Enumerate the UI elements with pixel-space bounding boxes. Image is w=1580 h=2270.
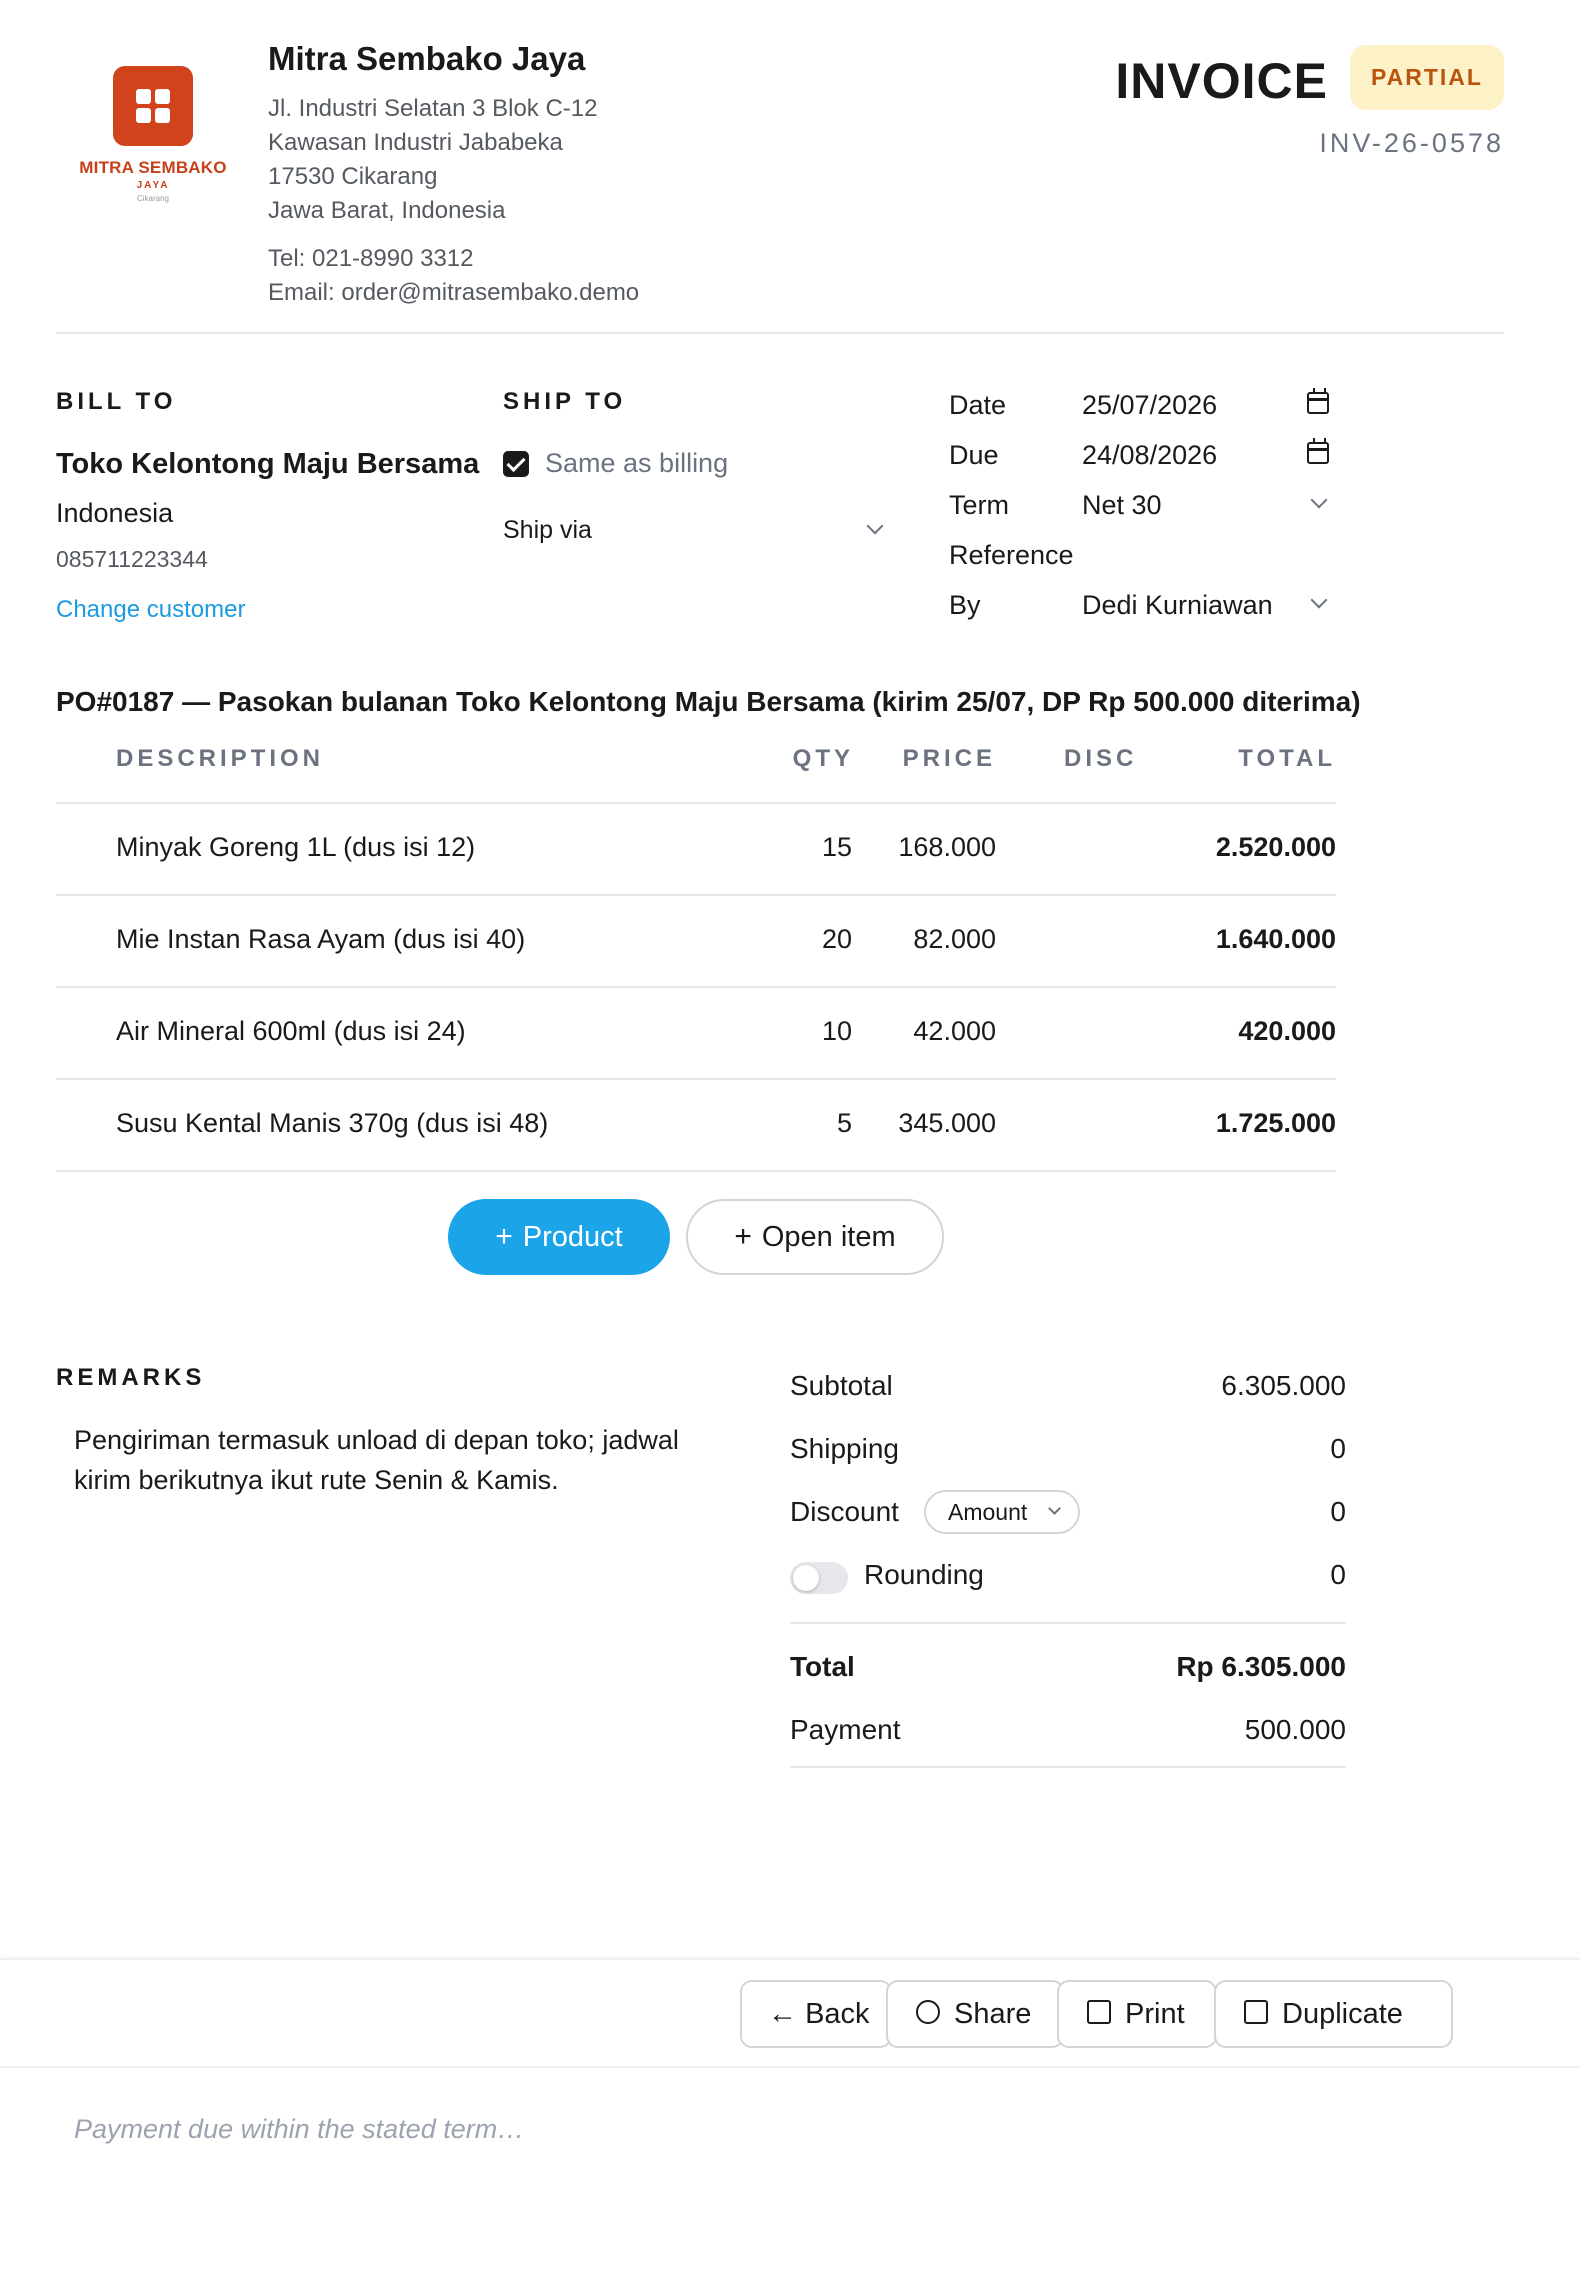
due-field[interactable] bbox=[949, 440, 1349, 480]
item-qty[interactable]: 15 bbox=[821, 832, 852, 862]
grid-icon bbox=[136, 89, 170, 123]
payment-label: Payment bbox=[790, 1714, 901, 1745]
item-total: 2.520.000 bbox=[1215, 832, 1336, 862]
same-as-billing-checkbox[interactable] bbox=[503, 448, 728, 479]
date-label: Date bbox=[949, 390, 1007, 420]
ship-to-label: SHIP TO bbox=[503, 388, 627, 415]
subtotal-row bbox=[790, 1370, 1346, 1410]
item-total: 1.725.000 bbox=[1215, 1108, 1336, 1138]
chevron-down-icon bbox=[867, 518, 884, 535]
payment-row[interactable] bbox=[790, 1714, 1346, 1754]
item-total: 420.000 bbox=[1238, 1016, 1336, 1046]
item-description[interactable]: Susu Kental Manis 370g (dus isi 48) bbox=[116, 1108, 549, 1138]
by-label: By bbox=[949, 590, 981, 620]
table-row[interactable] bbox=[56, 896, 1336, 988]
item-description[interactable]: Minyak Goreng 1L (dus isi 12) bbox=[116, 832, 476, 862]
by-value[interactable]: Dedi Kurniawan bbox=[1082, 590, 1273, 620]
discount-mode-value: Amount bbox=[948, 1499, 1028, 1525]
logo-city: Cikarang bbox=[136, 194, 169, 203]
shipping-row[interactable] bbox=[790, 1433, 1346, 1473]
calendar-icon[interactable] bbox=[1307, 442, 1329, 464]
item-price[interactable]: 168.000 bbox=[898, 832, 996, 862]
plus-icon: + bbox=[734, 1220, 752, 1253]
remarks-label: REMARKS bbox=[56, 1364, 206, 1391]
header-divider bbox=[56, 332, 1504, 334]
summary-bottom-divider bbox=[790, 1766, 1346, 1768]
summary-divider bbox=[790, 1622, 1346, 1624]
customer-phone: 085711223344 bbox=[56, 546, 208, 572]
share-icon bbox=[916, 2000, 940, 2024]
invoice-title: INVOICE bbox=[1115, 53, 1328, 109]
total-row bbox=[790, 1651, 1346, 1691]
discount-mode-select[interactable] bbox=[924, 1490, 1080, 1534]
rounding-toggle[interactable] bbox=[790, 1562, 848, 1594]
invoice-number: INV-26-0578 bbox=[1319, 128, 1504, 158]
back-button[interactable] bbox=[740, 1980, 892, 2048]
logo-name: MITRA SEMBAKO bbox=[79, 158, 227, 177]
shipping-label: Shipping bbox=[790, 1433, 899, 1464]
address-line: Kawasan Industri Jababeka bbox=[268, 129, 563, 156]
rounding-value: 0 bbox=[1330, 1559, 1346, 1590]
print-icon bbox=[1087, 2000, 1111, 2024]
reference-label: Reference bbox=[949, 540, 1074, 570]
date-value[interactable]: 25/07/2026 bbox=[1082, 390, 1218, 420]
shipping-value[interactable]: 0 bbox=[1330, 1433, 1346, 1464]
table-row[interactable] bbox=[56, 988, 1336, 1080]
po-description[interactable]: PO#0187 — Pasokan bulanan Toko Kelontong Maju Bersama (kirim 25/07, DP Rp 500.000 diterima) bbox=[56, 686, 1361, 717]
item-qty[interactable]: 10 bbox=[821, 1016, 852, 1046]
change-customer-link[interactable]: Change customer bbox=[56, 596, 246, 623]
column-header-description: DESCRIPTION bbox=[116, 745, 325, 772]
add-open-item-button[interactable] bbox=[686, 1199, 944, 1275]
toggle-knob bbox=[793, 1565, 819, 1591]
term-select[interactable] bbox=[949, 490, 1349, 530]
print-button[interactable] bbox=[1057, 1980, 1217, 2048]
logo-sub: JAYA bbox=[136, 180, 170, 191]
table-row[interactable] bbox=[56, 804, 1336, 896]
company-info bbox=[268, 40, 639, 310]
address-line: 17530 Cikarang bbox=[268, 163, 438, 190]
column-header-qty: QTY bbox=[792, 745, 854, 772]
item-total: 1.640.000 bbox=[1215, 924, 1336, 954]
add-product-button[interactable] bbox=[448, 1199, 670, 1275]
duplicate-label: Duplicate bbox=[1282, 1998, 1403, 2030]
item-qty[interactable]: 5 bbox=[836, 1108, 852, 1138]
column-header-total: TOTAL bbox=[1238, 745, 1336, 772]
chevron-down-icon bbox=[1048, 1502, 1061, 1515]
item-price[interactable]: 42.000 bbox=[913, 1016, 996, 1046]
term-value[interactable]: Net 30 bbox=[1082, 490, 1162, 520]
add-product-label: Product bbox=[522, 1221, 623, 1253]
table-row[interactable] bbox=[56, 1080, 1336, 1172]
discount-label: Discount bbox=[790, 1496, 899, 1527]
remarks-textarea[interactable]: Pengiriman termasuk unload di depan toko; jadwal kirim berikutnya ikut rute Senin & Kamis. bbox=[74, 1425, 679, 1495]
customer-country: Indonesia bbox=[56, 498, 174, 528]
by-select[interactable] bbox=[949, 590, 1349, 630]
rounding-label: Rounding bbox=[864, 1559, 984, 1590]
plus-icon: + bbox=[495, 1220, 513, 1253]
chevron-down-icon bbox=[1311, 592, 1328, 609]
item-price[interactable]: 345.000 bbox=[898, 1108, 996, 1138]
subtotal-value: 6.305.000 bbox=[1221, 1370, 1346, 1401]
discount-row[interactable] bbox=[790, 1496, 1346, 1536]
discount-value[interactable]: 0 bbox=[1330, 1496, 1346, 1527]
company-tel: Tel: 021-8990 3312 bbox=[268, 245, 474, 272]
item-qty[interactable]: 20 bbox=[821, 924, 852, 954]
checkbox-checked-icon[interactable] bbox=[503, 451, 529, 477]
item-description[interactable]: Air Mineral 600ml (dus isi 24) bbox=[116, 1016, 466, 1046]
print-label: Print bbox=[1125, 1998, 1185, 2030]
chevron-down-icon bbox=[1311, 492, 1328, 509]
address-line: Jl. Industri Selatan 3 Blok C-12 bbox=[268, 95, 598, 122]
due-value[interactable]: 24/08/2026 bbox=[1082, 440, 1218, 470]
date-field[interactable] bbox=[949, 390, 1349, 430]
item-price[interactable]: 82.000 bbox=[913, 924, 996, 954]
same-as-billing-label: Same as billing bbox=[545, 448, 729, 478]
back-label: Back bbox=[805, 1998, 870, 2030]
rounding-row[interactable] bbox=[790, 1559, 1346, 1599]
status-badge: PARTIAL bbox=[1350, 45, 1504, 110]
subtotal-label: Subtotal bbox=[790, 1370, 893, 1401]
add-open-item-label: Open item bbox=[761, 1221, 896, 1253]
item-description[interactable]: Mie Instan Rasa Ayam (dus isi 40) bbox=[116, 924, 526, 954]
bill-to-label: BILL TO bbox=[56, 388, 177, 415]
calendar-icon[interactable] bbox=[1307, 392, 1329, 414]
share-button[interactable] bbox=[886, 1980, 1064, 2048]
reference-field[interactable] bbox=[949, 540, 1349, 580]
company-logo bbox=[68, 66, 238, 216]
company-email: Email: order@mitrasembako.demo bbox=[268, 279, 640, 306]
logo-mark bbox=[113, 66, 193, 146]
share-label: Share bbox=[954, 1998, 1032, 2030]
ship-via-placeholder: Ship via bbox=[503, 516, 592, 544]
due-label: Due bbox=[949, 440, 999, 470]
column-header-price: PRICE bbox=[902, 745, 996, 772]
term-label: Term bbox=[949, 490, 1009, 520]
total-value: Rp 6.305.000 bbox=[1176, 1651, 1346, 1682]
duplicate-icon bbox=[1244, 2000, 1268, 2024]
total-label: Total bbox=[790, 1651, 855, 1682]
duplicate-button[interactable] bbox=[1214, 1980, 1453, 2048]
address-line: Jawa Barat, Indonesia bbox=[268, 197, 506, 224]
payment-note-input[interactable]: Payment due within the stated term… bbox=[74, 2114, 525, 2144]
payment-value[interactable]: 500.000 bbox=[1244, 1714, 1346, 1745]
arrow-left-icon: ← bbox=[768, 1998, 797, 2030]
company-name: Mitra Sembako Jaya bbox=[268, 40, 586, 77]
ship-via-select[interactable] bbox=[503, 516, 893, 552]
column-header-disc: DISC bbox=[1064, 745, 1138, 772]
customer-name: Toko Kelontong Maju Bersama bbox=[56, 448, 480, 480]
